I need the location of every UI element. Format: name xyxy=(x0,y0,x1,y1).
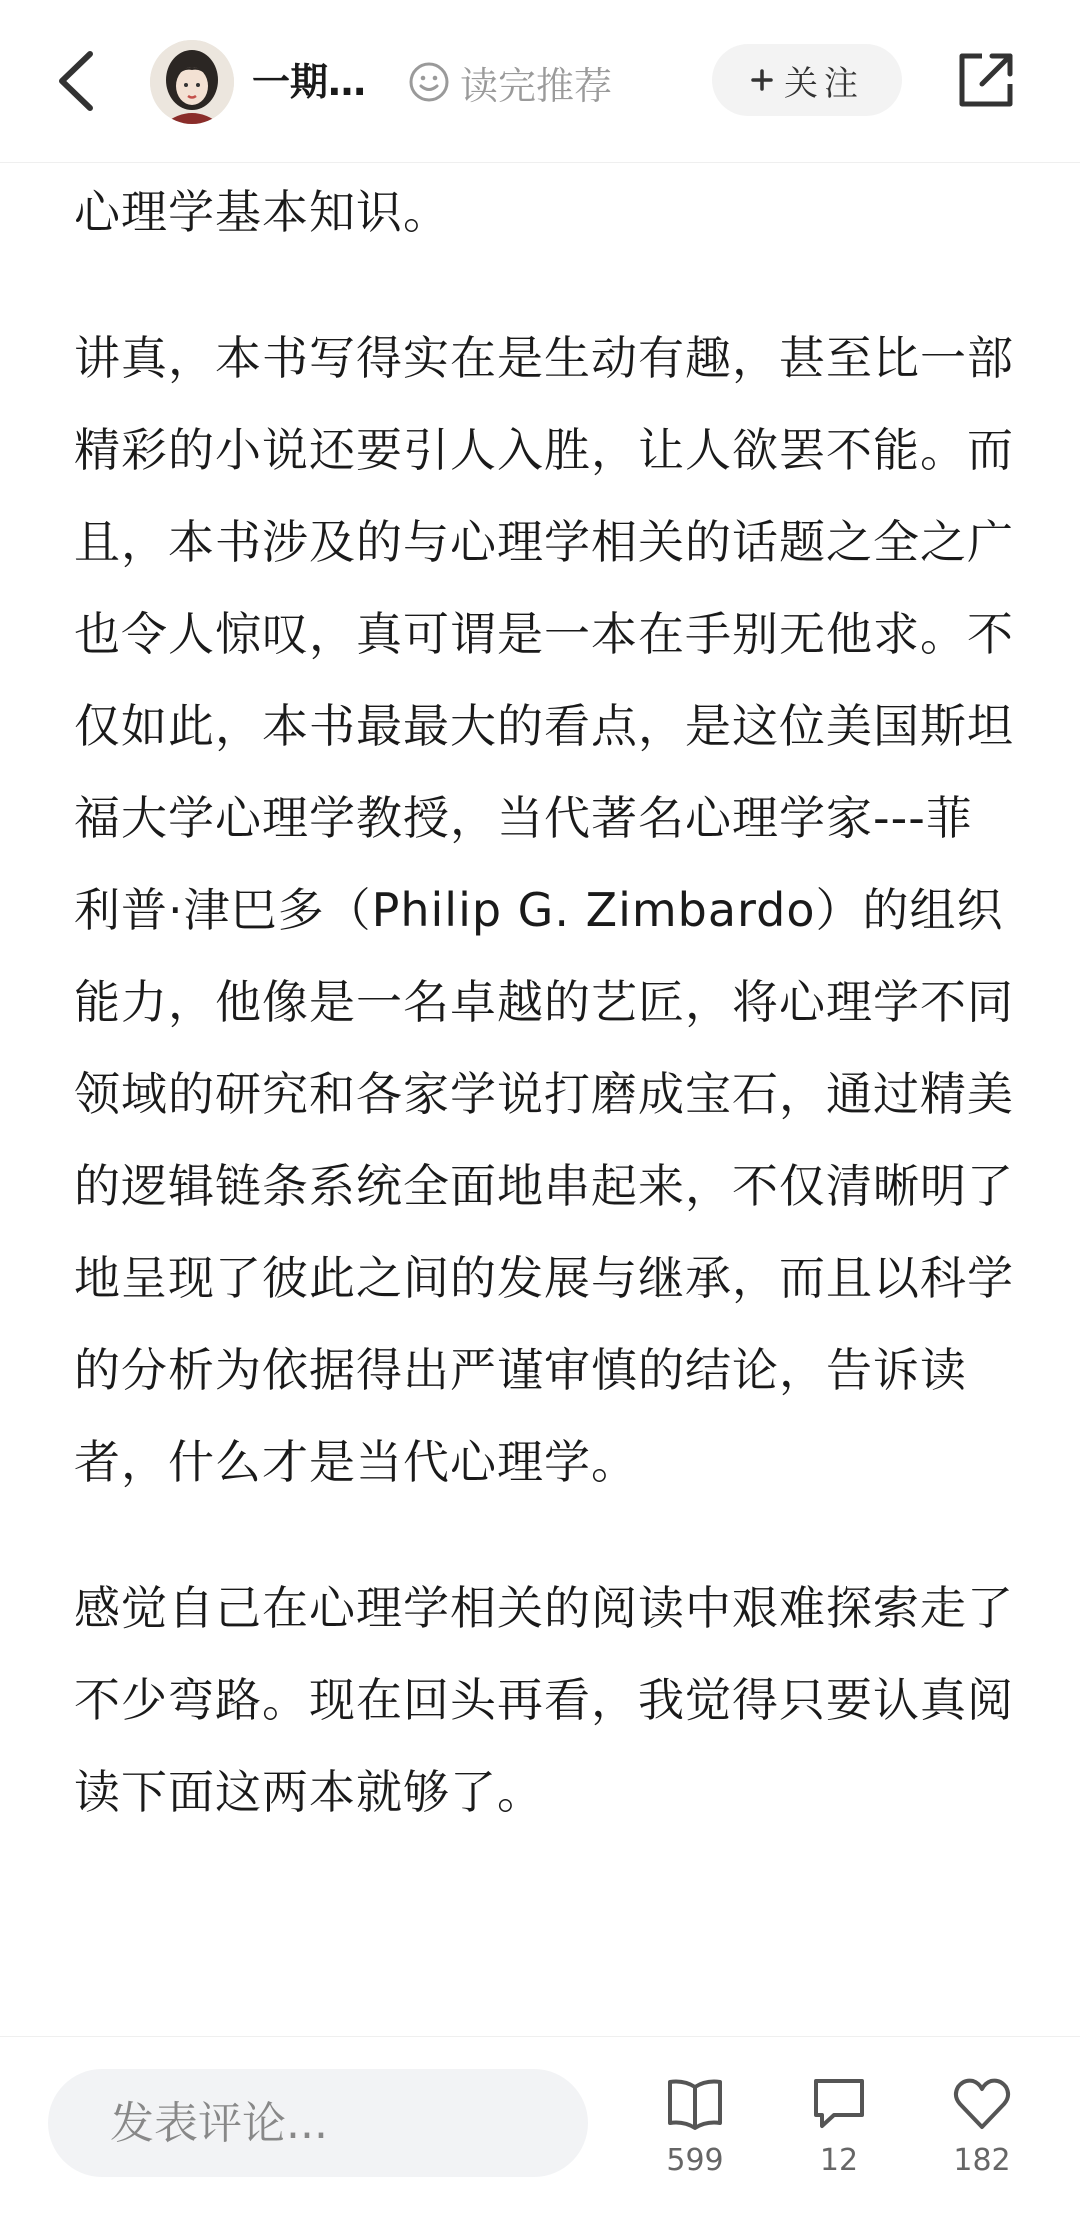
comment-button[interactable] xyxy=(779,2073,899,2193)
follow-button[interactable] xyxy=(712,44,902,116)
read-count: 599 xyxy=(666,2143,724,2178)
comment-input[interactable] xyxy=(48,2069,588,2177)
recommend-label: 读完推荐 xyxy=(460,63,613,108)
article-paragraph: 讲真，本书写得实在是生动有趣，甚至比一部精彩的小说还要引人入胜，让人欲罢不能。而且，本书涉及的与心理学相关的话题之全之广也令人惊叹，真可谓是一本在手别无他求。不仅如此，本书最最大的看点，是这位美国斯坦福大学心理学教授，当代著名心理学家---菲利普·津巴多（Philip G. Zimbardo）的组织能力，他像是一名卓越的艺匠，将心理学不同领域的研究和各家学说打磨成宝石，通过精美的逻辑链条系统全面地串起来，不仅清晰明了地呈现了彼此之间的发展与继承，而且以科学的分析为依据得出严谨审慎的结论，告诉读者，什么才是当代心理学。 xyxy=(74,331,1014,1489)
smiley-icon xyxy=(408,61,450,103)
follow-label: 关注 xyxy=(784,63,864,104)
like-button[interactable] xyxy=(922,2073,1042,2193)
share-button[interactable] xyxy=(956,50,1016,110)
top-bar xyxy=(0,0,1080,163)
comment-bubble-icon xyxy=(808,2073,870,2135)
article-body xyxy=(74,166,1014,1838)
author-avatar[interactable] xyxy=(150,40,234,124)
recommend-button[interactable] xyxy=(408,52,612,112)
avatar-portrait-icon xyxy=(150,40,234,124)
read-count-button[interactable] xyxy=(635,2073,755,2193)
article-paragraph: 心理学基本知识。 xyxy=(74,185,450,239)
like-count: 182 xyxy=(953,2143,1011,2178)
plus-icon xyxy=(750,68,774,92)
open-book-icon xyxy=(664,2073,726,2135)
comment-count: 12 xyxy=(819,2143,859,2178)
chevron-left-icon xyxy=(56,50,96,112)
article-paragraph: 感觉自己在心理学相关的阅读中艰难探索走了不少弯路。现在回头再看，我觉得只要认真阅读下面这两本就够了。 xyxy=(74,1581,1014,1819)
share-icon xyxy=(956,50,1016,110)
heart-icon xyxy=(951,2073,1013,2135)
back-button[interactable] xyxy=(48,48,104,114)
author-name[interactable]: 一期… xyxy=(252,60,367,104)
bottom-action-bar xyxy=(0,2036,1080,2223)
